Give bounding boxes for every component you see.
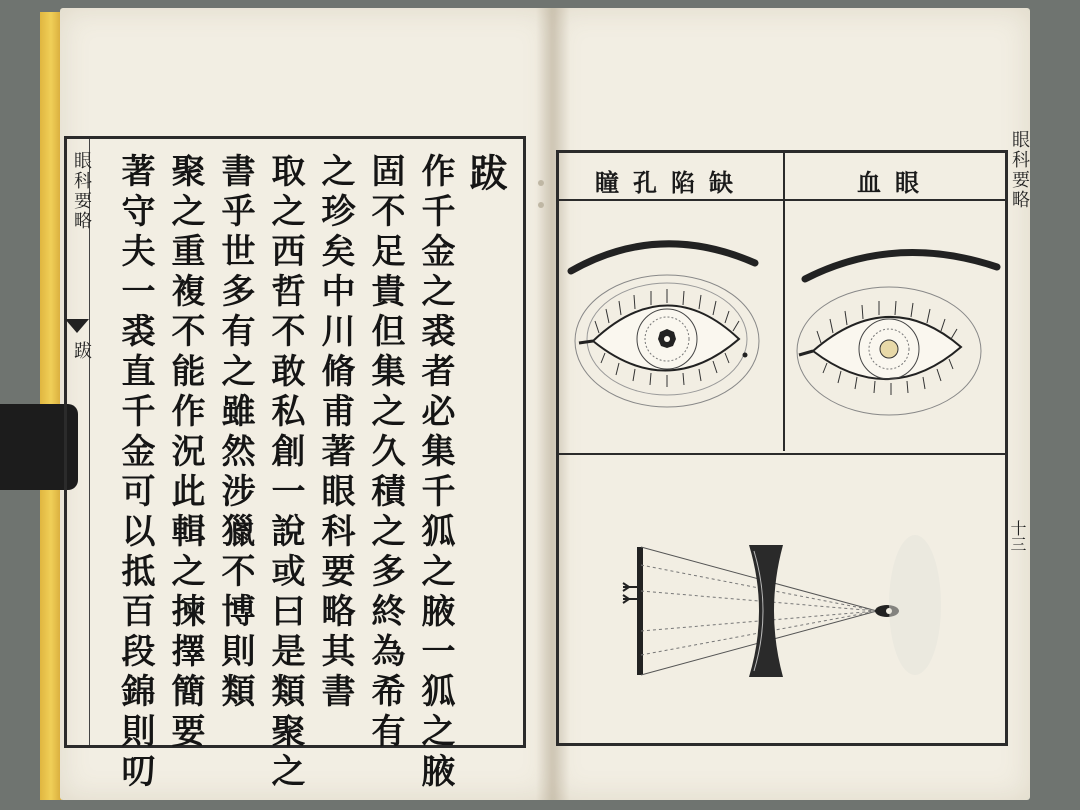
bloodshot-eye-title: 血眼 xyxy=(857,168,933,197)
text-column: 跋 xyxy=(463,153,508,197)
eye-drawing-left xyxy=(559,201,783,451)
afterword-columns xyxy=(101,153,508,793)
text-column: 固不足貴但集之久積之多終為希有 xyxy=(365,153,405,753)
afterword-text-frame xyxy=(64,136,526,793)
bloodshot-eye-illustration xyxy=(785,201,1005,451)
pupil-defect-title: 瞳孔陷缺 xyxy=(595,168,747,197)
folio-number: 十三 xyxy=(1008,520,1027,552)
left-margin-header xyxy=(67,139,90,745)
text-column: 之珍矣中川脩甫著眼科要略其書 xyxy=(315,153,355,713)
right-margin-header xyxy=(1004,10,1030,790)
text-column: 取之西哲不敢私創一說或曰是類聚之 xyxy=(265,153,305,793)
pupil-defect-header xyxy=(559,153,785,201)
text-column: 作千金之裘者必集千狐之腋一狐之腋 xyxy=(415,153,455,793)
pupil-defect-eye-illustration xyxy=(559,201,785,451)
left-margin-section: 跋 xyxy=(71,341,92,359)
binding-holes xyxy=(538,180,544,224)
fishtail-mark xyxy=(65,319,89,333)
text-column: 書乎世多有之雖然涉獵不博則類 xyxy=(215,153,255,713)
bloodshot-eye-header xyxy=(785,153,1005,201)
eye-illustration-plate xyxy=(556,150,1008,746)
lens-ray-drawing xyxy=(559,455,1005,745)
text-column: 聚之重複不能作況此輯之揀擇簡要 xyxy=(165,153,205,753)
eye-drawing-right xyxy=(785,201,1009,451)
text-column: 著守夫一裘直千金可以抵百段錦則叨 xyxy=(115,153,155,793)
lens-optics-diagram xyxy=(559,453,1005,743)
right-margin-title: 眼科要略 xyxy=(1009,130,1030,210)
left-margin-title: 眼科要略 xyxy=(71,151,92,231)
